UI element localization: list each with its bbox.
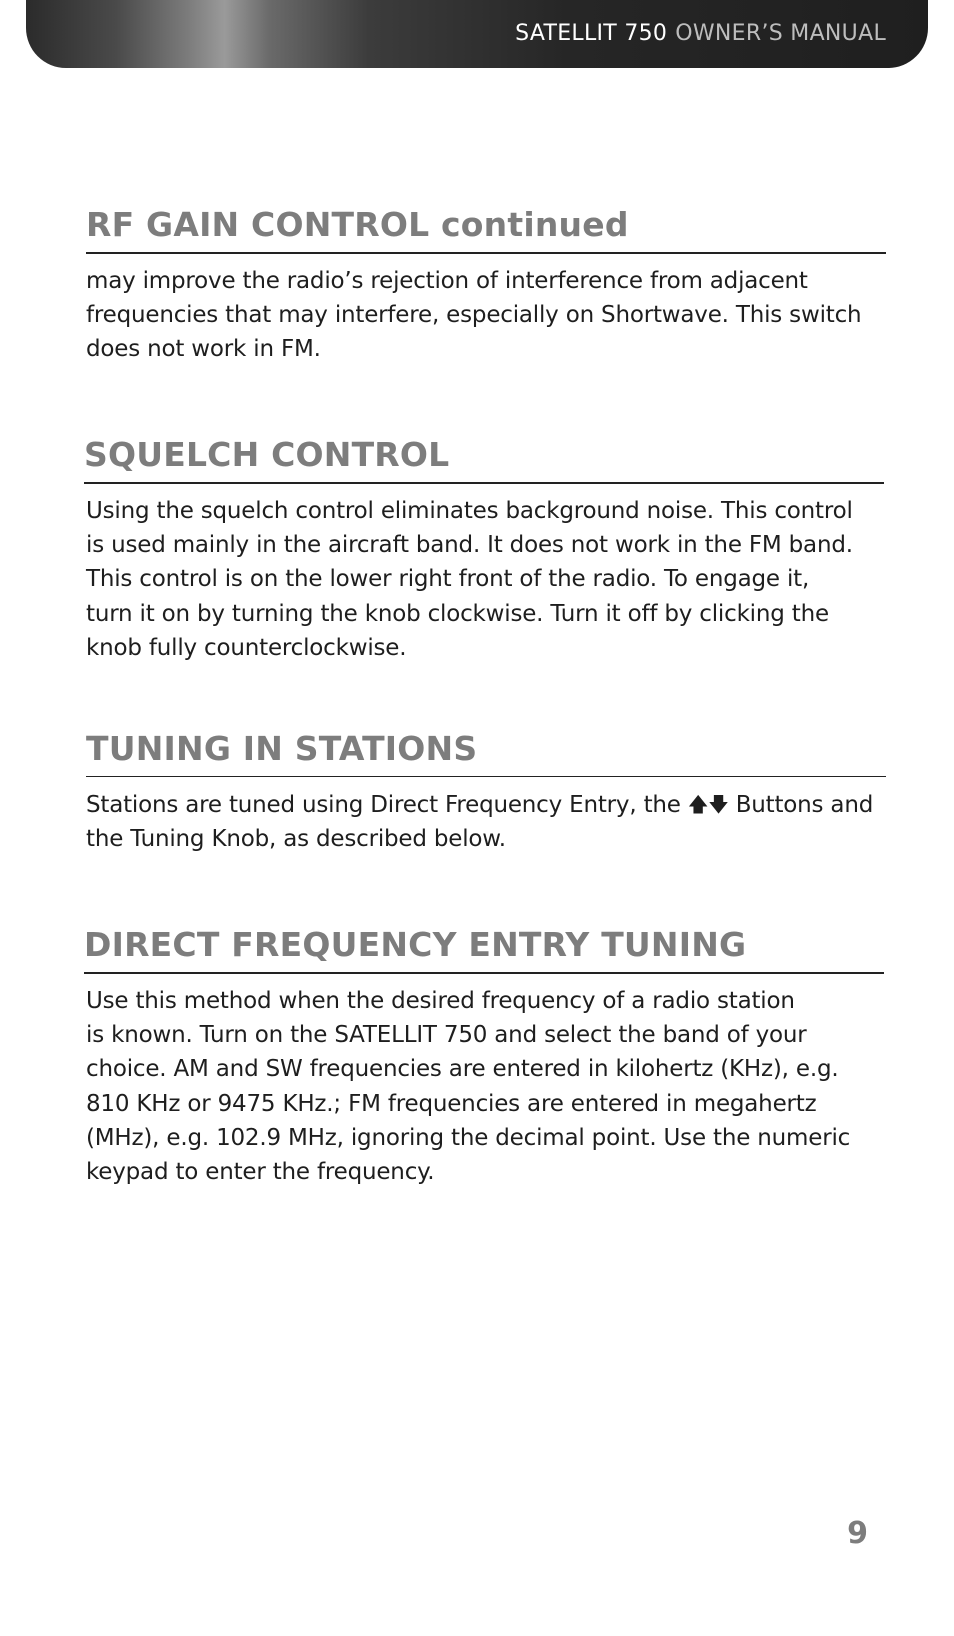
section-divider: [86, 252, 886, 254]
body-text-before: Stations are tuned using Direct Frequency Entry, the: [86, 792, 688, 818]
section-body: Using the squelch control eliminates background noise. This control is used mainly in the aircraft band. It does not work in the FM band. This control is on the lower right front of the radio. To engage it, turn it on by turning the knob clockwise. Turn it off by clicking the knob fully counterclockwise.: [86, 498, 853, 661]
section-title: TUNING IN STATIONS: [86, 729, 478, 768]
arrow-down-icon: 🡇: [708, 792, 729, 816]
running-header: [515, 21, 886, 46]
section-title: SQUELCH CONTROL: [84, 435, 450, 474]
header-manual-title: OWNER’S MANUAL: [675, 21, 886, 46]
section-title: RF GAIN CONTROL continued: [86, 205, 629, 244]
header-bar: [26, 0, 928, 68]
section-divider: [84, 972, 884, 974]
section-tuning-in-stations: [86, 729, 886, 856]
arrow-up-icon: 🡅: [687, 792, 709, 816]
section-rf-gain: [86, 205, 886, 367]
section-divider: [84, 482, 884, 484]
section-body: [86, 787, 886, 856]
page-number: 9: [847, 1516, 868, 1551]
section-squelch: [84, 435, 884, 665]
section-divider: [86, 776, 886, 777]
section-body: Use this method when the desired frequency of a radio station is known. Turn on the SATELLIT 750 and select the band of your choice. AM and SW frequencies are entered in kilohertz (KHz), e.g. 810 KHz or 9475 KHz.; FM frequencies are entered in megahertz (MHz), e.g. 102.9 MHz, ignoring the decimal point. Use the numeric keypad to enter the frequency.: [86, 988, 851, 1186]
section-title: DIRECT FREQUENCY ENTRY TUNING: [84, 925, 747, 964]
section-direct-frequency-entry: [84, 925, 884, 1189]
header-model: SATELLIT 750: [515, 21, 668, 46]
section-body: may improve the radio’s rejection of interference from adjacent frequencies that may interfere, especially on Shortwave. This switch does not work in FM.: [86, 268, 862, 363]
body-text-after: Buttons and the Tuning Knob, as described below.: [86, 792, 874, 853]
